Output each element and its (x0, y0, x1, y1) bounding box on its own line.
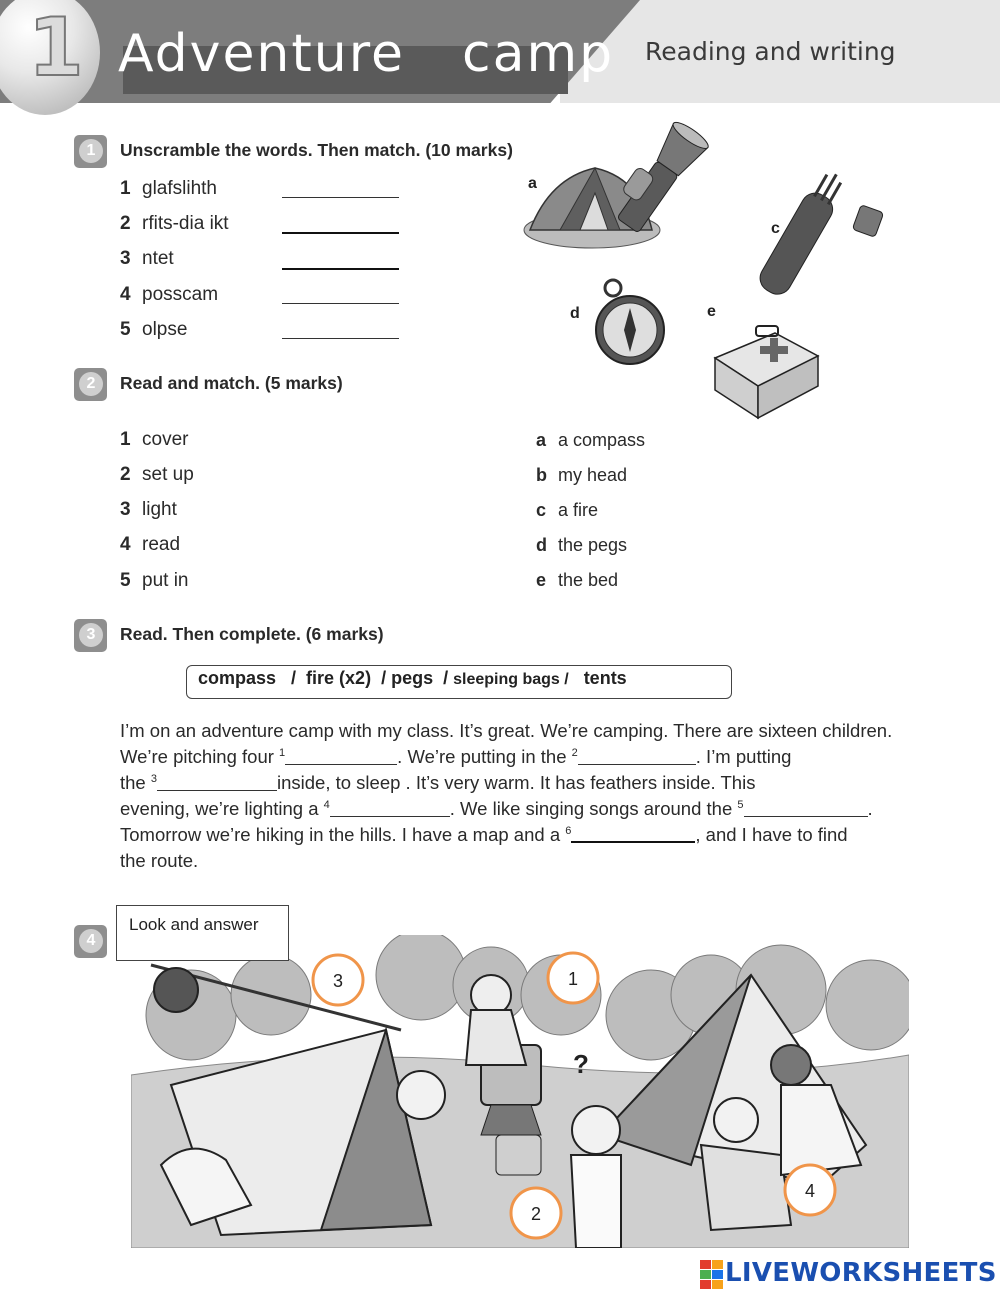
match-right-item[interactable] (536, 500, 598, 521)
logo-square (712, 1260, 723, 1269)
object-phrase: a fire (558, 500, 599, 520)
callout-1[interactable] (548, 953, 598, 1003)
section-4-badge (74, 925, 107, 958)
item-number: 1 (120, 178, 131, 199)
paragraph-text: . I’m putting (695, 746, 792, 767)
gap-4-input[interactable] (330, 801, 450, 817)
page-header (0, 0, 1000, 103)
object-phrase: a compass (558, 430, 646, 450)
liveworksheets-logo-text: LIVEWORKSHEETS (725, 1258, 997, 1288)
paragraph-line-4 (120, 798, 873, 820)
callout-4[interactable] (785, 1165, 835, 1215)
paragraph-line-3 (120, 772, 755, 794)
word-box-words: sleeping bags / (453, 671, 569, 688)
match-left-item[interactable] (120, 429, 188, 451)
answer-blank-5[interactable] (282, 338, 399, 339)
scrambled-word: ntet (142, 248, 174, 269)
match-left-item[interactable] (120, 570, 188, 592)
section-1-number: 1 (79, 139, 103, 163)
paragraph-text: I’m on an adventure camp with my class. It’s great. We’re camping. There are sixteen children. (120, 720, 893, 741)
paragraph-text: the (120, 772, 151, 793)
page-title: Adventure camp (118, 24, 615, 84)
section-4-instruction-box (116, 905, 289, 961)
object-phrase: my head (558, 465, 628, 485)
item-number: 4 (120, 284, 131, 305)
gap-number: 3 (150, 773, 157, 785)
section-3-number: 3 (79, 623, 103, 647)
match-right-item[interactable] (536, 570, 618, 591)
item-number: 3 (120, 499, 131, 520)
section-3-instruction: Read. Then complete. (6 marks) (120, 624, 384, 644)
gap-number: 2 (571, 747, 578, 759)
pole-case-cap (852, 205, 883, 238)
verb-phrase: read (142, 534, 181, 555)
logo-square (700, 1280, 711, 1289)
camp-scene-illustration (131, 935, 909, 1248)
paragraph-text: Tomorrow we’re hiking in the hills. I have a map and a (120, 824, 566, 845)
item-letter: c (536, 500, 547, 520)
item-letter: b (536, 465, 547, 485)
match-right-item[interactable] (536, 430, 645, 451)
paragraph-text: We’re pitching four (120, 746, 280, 767)
picture-label-e: e (707, 303, 716, 320)
gap-2-input[interactable] (578, 749, 696, 765)
verb-phrase: light (142, 499, 177, 520)
section-1-badge (74, 135, 107, 168)
match-left-item[interactable] (120, 499, 177, 521)
item-letter: d (536, 535, 547, 555)
object-phrase: the pegs (558, 535, 628, 555)
gap-number: 4 (323, 799, 330, 811)
scrambled-word: olpse (142, 319, 188, 340)
callout-2-number: 2 (530, 1204, 542, 1224)
callout-1-number: 1 (567, 969, 579, 989)
callout-4-number: 4 (804, 1181, 816, 1201)
object-phrase: the bed (558, 570, 619, 590)
paragraph-text: . We like singing songs around the (449, 798, 738, 819)
section-1-instruction: Unscramble the words. Then match. (10 marks) (120, 140, 513, 160)
paragraph-line-6 (120, 850, 198, 872)
paragraph-text: , and I have to find (695, 824, 848, 845)
unscramble-item (120, 213, 229, 235)
unscramble-item (120, 248, 174, 270)
item-letter: a (536, 430, 547, 450)
gap-3-input[interactable] (157, 775, 277, 791)
section-2-instruction: Read and match. (5 marks) (120, 373, 343, 393)
callout-3-number: 3 (332, 971, 344, 991)
section-2-badge (74, 368, 107, 401)
flashlight-icon (607, 118, 711, 238)
logo-square (700, 1270, 711, 1279)
callout-3[interactable] (313, 955, 363, 1005)
picture-label-a: a (528, 175, 537, 192)
answer-blank-3[interactable] (282, 268, 399, 270)
gap-6-input[interactable] (571, 827, 695, 843)
item-number: 4 (120, 534, 131, 555)
callout-2[interactable] (511, 1188, 561, 1238)
item-number: 2 (120, 464, 131, 485)
item-number: 2 (120, 213, 131, 234)
answer-blank-1[interactable] (282, 197, 399, 198)
compass-icon (596, 280, 664, 364)
unit-number: 1 (28, 1, 84, 94)
word-box-words: tents (568, 668, 627, 688)
paragraph-line-5 (120, 824, 848, 846)
gap-1-input[interactable] (285, 749, 397, 765)
scrambled-word: posscam (142, 284, 219, 305)
gap-number: 5 (737, 799, 744, 811)
section-2-number: 2 (79, 372, 103, 396)
item-number: 1 (120, 429, 131, 450)
answer-blank-2[interactable] (282, 232, 399, 234)
unscramble-item (120, 284, 218, 306)
item-letter: e (536, 570, 547, 590)
section-3-badge (74, 619, 107, 652)
gap-number: 6 (565, 825, 572, 837)
item-number: 3 (120, 248, 131, 269)
match-left-item[interactable] (120, 464, 194, 486)
verb-phrase: set up (142, 464, 194, 485)
section-4-number: 4 (79, 929, 103, 953)
liveworksheets-logo-icon (700, 1260, 724, 1294)
match-left-item[interactable] (120, 534, 180, 556)
word-box (186, 665, 732, 699)
paragraph-text: . (867, 798, 873, 819)
match-right-item[interactable] (536, 535, 627, 556)
paragraph-line-2 (120, 746, 791, 768)
match-right-item[interactable] (536, 465, 627, 486)
section-4-instruction: Look and answer (129, 915, 259, 934)
page-subtitle: Reading and writing (645, 37, 896, 66)
paragraph-line-1 (120, 720, 892, 742)
paragraph-text: inside, to sleep . It’s very warm. It has feathers inside. This (276, 772, 756, 793)
question-mark: ? (573, 1049, 589, 1079)
item-number: 5 (120, 319, 131, 340)
first-aid-kit-icon (715, 326, 818, 418)
paragraph-text: the route. (120, 850, 199, 871)
verb-phrase: put in (142, 570, 189, 591)
unscramble-item (120, 319, 187, 341)
item-number: 5 (120, 570, 131, 591)
picture-label-c: c (771, 220, 780, 237)
unscramble-item (120, 178, 217, 200)
gap-number: 1 (279, 747, 286, 759)
logo-square (712, 1280, 723, 1289)
scrambled-word: rfits-dia ikt (142, 213, 229, 234)
verb-phrase: cover (142, 429, 189, 450)
logo-square (712, 1270, 723, 1279)
word-box-words: compass / fire (x2) / pegs / (198, 668, 454, 688)
answer-blank-4[interactable] (282, 303, 399, 304)
paragraph-text: . We’re putting in the (397, 746, 572, 767)
logo-square (700, 1260, 711, 1269)
picture-label-d: d (570, 305, 580, 322)
camping-items-illustration (520, 118, 890, 423)
pole-case-icon (755, 166, 850, 299)
gap-5-input[interactable] (744, 801, 868, 817)
paragraph-text: evening, we’re lighting a (120, 798, 324, 819)
scrambled-word: glafslihth (142, 178, 217, 199)
